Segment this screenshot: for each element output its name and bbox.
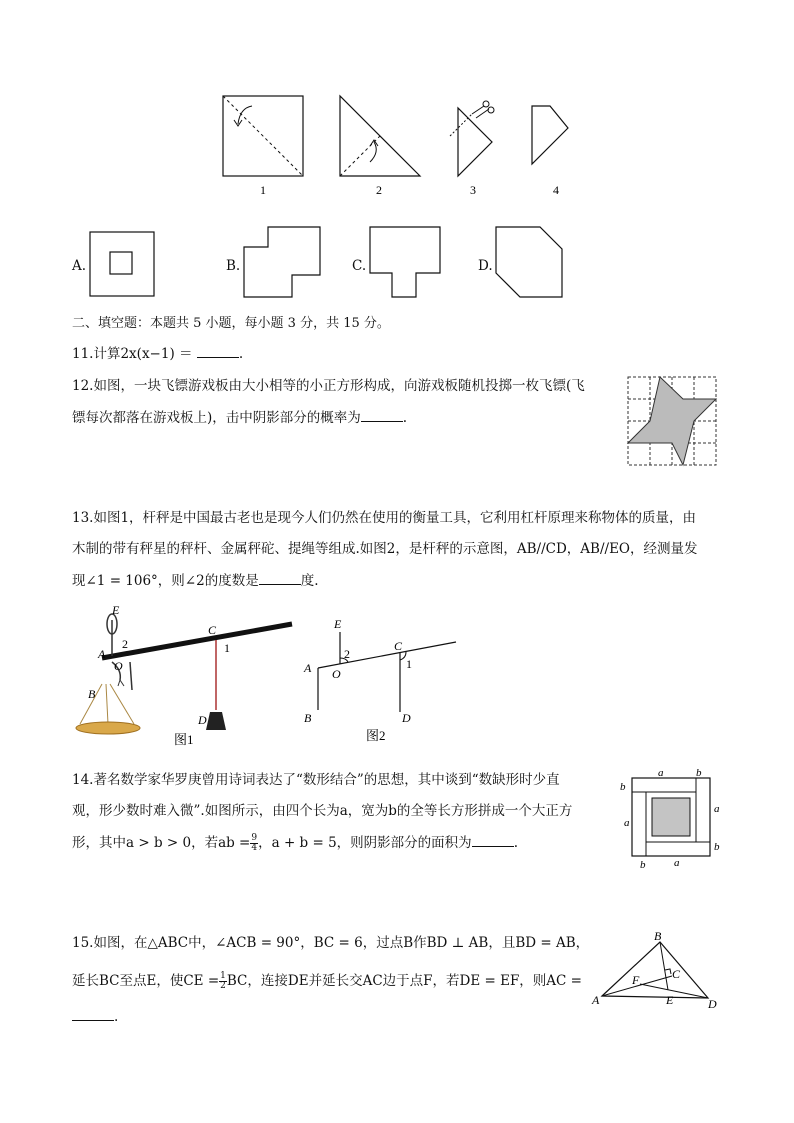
question-15-line2-text-2: BC，连接DE并延长交AC边于点F，若DE = EF，则AC =	[226, 973, 582, 989]
fig2-caption: 图2	[366, 728, 386, 743]
fraction	[250, 834, 258, 853]
fig-label-a: a	[658, 767, 664, 779]
fig1-label-D: D	[198, 713, 207, 727]
option-a-figure	[88, 230, 156, 298]
question-11	[72, 345, 243, 362]
fig1-caption: 图1	[174, 732, 194, 747]
question-13-line1: 13.如图1，杆秤是中国最古老也是现今人们仍然在使用的衡量工具，它利用杠杆原理来称物体的质量，由	[72, 510, 697, 526]
fig1-label-A: A	[98, 647, 106, 661]
fraction-denominator: 2	[220, 981, 226, 991]
fig2-label-E: E	[334, 617, 342, 631]
dartboard-figure	[626, 375, 720, 467]
fraction-numerator: 9	[251, 833, 258, 843]
fig-label-a: a	[624, 817, 630, 829]
fig1-label-2: 2	[122, 637, 128, 651]
triangle-abc-figure	[590, 930, 724, 1014]
fig1-label-B: B	[88, 687, 96, 701]
question-14-line2: 观，形少数时难入微”.如图所示，由四个长为a，宽为b的全等长方形拼成一个大正方	[72, 803, 573, 819]
fig-label-E: E	[666, 993, 674, 1007]
fig-label-b: b	[696, 767, 702, 779]
question-12-line1: 12.如图，一块飞镖游戏板由大小相等的小正方形构成，向游戏板随机投掷一枚飞镖(飞	[72, 378, 585, 394]
fig-label-b: b	[620, 781, 626, 793]
fig-label-a: a	[674, 857, 680, 869]
fraction-numerator: 1	[220, 971, 226, 981]
fig2-label-C: C	[394, 639, 403, 653]
option-c-label: C.	[352, 258, 367, 274]
fig-label-a: a	[714, 803, 720, 815]
fig-label-C: C	[672, 967, 681, 981]
question-13-line3-text: 现∠1 = 106°，则∠2的度数是	[72, 573, 259, 589]
dartboard-shaded-region	[628, 377, 716, 465]
weighing-pan	[76, 722, 140, 734]
option-d-label: D.	[478, 258, 493, 274]
fig1-label-O: O	[114, 659, 123, 673]
question-end-mark: .	[402, 410, 408, 426]
answer-blank[interactable]	[197, 345, 239, 358]
question-13-line2: 木制的带有秤星的秤杆、金属秤砣、提绳等组成.如图2，是杆秤的示意图，AB//CD，AB//EO，经测量发	[72, 541, 698, 557]
option-a-label: A.	[72, 258, 87, 274]
fig1-label-E: E	[112, 603, 120, 617]
fig1-label-C: C	[208, 623, 217, 637]
fig2-label-A: A	[304, 661, 312, 675]
steelyard-photo-figure	[70, 600, 300, 748]
fraction-denominator: 4	[251, 843, 258, 853]
question-end-mark: .	[238, 346, 244, 362]
answer-blank[interactable]	[72, 1008, 114, 1021]
scissors-icon	[472, 101, 494, 118]
option-d-figure	[494, 225, 566, 301]
fig2-label-O: O	[332, 667, 341, 681]
fold-step-label: 4	[553, 183, 559, 197]
question-14-line3	[72, 834, 518, 853]
answer-blank[interactable]	[472, 834, 514, 847]
option-b-label: B.	[226, 258, 241, 274]
question-15-line1: 15.如图，在△ABC中，∠ACB = 90°，BC = 6，过点B作BD ⊥ AB，且BD = AB，	[72, 935, 590, 951]
question-11-text: 11.计算2x(x−1) ＝	[72, 346, 197, 362]
paper-folding-figure	[210, 90, 590, 200]
fig-label-b: b	[714, 841, 720, 853]
fold-step-label: 1	[260, 183, 266, 197]
question-13-line3	[72, 572, 319, 589]
question-15-line2	[72, 972, 582, 991]
question-15-line2-text: 延长BC至点E，使CE =	[72, 973, 220, 989]
option-b-figure	[242, 225, 324, 301]
question-12-line2	[72, 409, 407, 426]
fig2-label-D: D	[402, 711, 411, 725]
question-14-line3-text-2: ，a + b = 5，则阴影部分的面积为	[258, 835, 472, 851]
fold-step-label: 3	[470, 183, 476, 197]
fold-step-label: 2	[376, 183, 382, 197]
section-heading: 二、填空题：本题共 5 小题，每小题 3 分，共 15 分。	[72, 316, 390, 331]
fold-step-3-triangle	[458, 108, 492, 176]
steelyard-schematic-figure	[298, 612, 468, 744]
steelyard-beam	[102, 624, 292, 658]
question-14-line1: 14.著名数学家华罗庚曾用诗词表达了“数形结合”的思想，其中谈到“数缺形时少直	[72, 772, 560, 788]
answer-blank[interactable]	[361, 409, 403, 422]
steelyard-weight	[206, 712, 226, 730]
fig-label-B: B	[654, 930, 662, 943]
question-end-mark: .	[513, 835, 518, 851]
fold-step-4-shape	[532, 106, 568, 164]
question-12-line2-text: 镖每次都落在游戏板上)，击中阴影部分的概率为	[72, 410, 361, 426]
fig1-label-1: 1	[224, 641, 230, 655]
fig2-label-1: 1	[406, 657, 412, 671]
fig2-label-2: 2	[344, 647, 350, 661]
question-14-line3-text: 形，其中a > b > 0，若ab =	[72, 835, 251, 851]
fig2-label-B: B	[304, 711, 312, 725]
fig-label-b: b	[640, 859, 646, 871]
option-c-figure	[368, 225, 444, 301]
answer-blank[interactable]	[259, 572, 301, 585]
shaded-center-square	[652, 798, 690, 836]
question-13-unit: 度.	[300, 573, 319, 589]
four-rectangles-figure	[618, 764, 726, 872]
fig-label-F: F	[632, 973, 640, 987]
question-end-mark: .	[114, 1009, 119, 1025]
fig-label-D: D	[708, 997, 717, 1011]
fig-label-A: A	[592, 993, 600, 1007]
question-15-line3	[72, 1008, 118, 1025]
fraction	[219, 972, 227, 991]
